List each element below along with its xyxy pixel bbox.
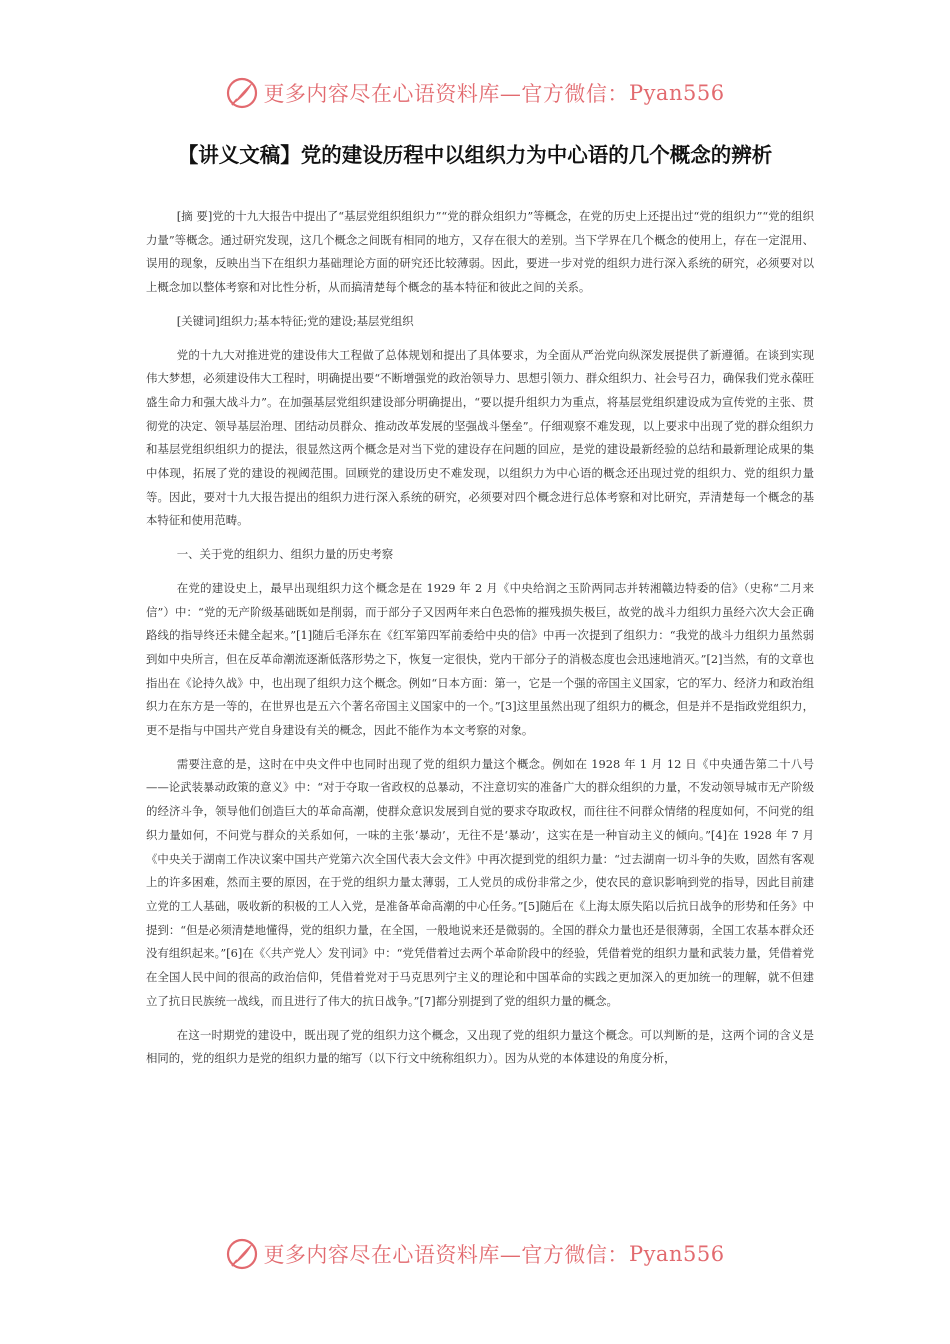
body-paragraph: 需要注意的是，这时在中央文件中也同时出现了党的组织力量这个概念。例如在 1928 年 1 月 12 日《中央通告第二十八号——论武装暴动政策的意义》中：“对于夺取一省政权的总暴动，不注意切实的准备广大的群众组织的力量，不发动领导城市无产阶级的经济斗争，领导他们创造巨大的革命高潮，使群众意识发展到自觉的要求夺取政权，而往往不问群众情绪的程度如何，不问党的组织力量如何，不问党与群众的关系如何，一味的主张‘暴动’，无往不是‘暴动’，这实在是一种盲动主义的倾向。”[4]在 1928 年 7 月《中央关于湖南工作决议案中国共产党第六次全国代表大会文件》中再次提到党的组织力量：“过去湖南一切斗争的失败，固然有客观上的许多困难，然而主要的原因，在于党的组织力量太薄弱，工人党员的成份非常之少，使农民的意识影响到党的指导，因此目前建立党的工人基础，吸收新的积极的工人入党，是准备革命高潮的中心任务。”[5]随后在《上海太原失陷以后抗日战争的形势和任务》中提到：“但是必须清楚地懂得，党的组织力量，在全国，一般地说来还是微弱的。全国的群众力量也还是很薄弱，全国工农基本群众还没有组织起来。”[6]在《〈共产党人〉发刊词》中：“党凭借着过去两个革命阶段中的经验，凭借着党的组织力量和武装力量，凭借着党在全国人民中间的很高的政治信仰，凭借着党对于马克思列宁主义的理论和中国革命的实践之更加深入的更加统一的理解，就不但建立了抗日民族统一战线，而且进行了伟大的抗日战争。”[7]都分别提到了党的组织力量的概念。 bbox=[146, 756, 814, 1008]
banner-text: 更多内容尽在心语资料库—官方微信： bbox=[263, 1243, 629, 1267]
feather-logo-icon bbox=[225, 76, 259, 110]
header-watermark-banner bbox=[0, 73, 950, 113]
banner-wechat-id: Pyan556 bbox=[628, 1242, 725, 1266]
body-paragraph: 党的十九大对推进党的建设伟大工程做了总体规划和提出了具体要求，为全面从严治党向纵深发展提供了新遵循。在谈到实现伟大梦想，必须建设伟大工程时，明确提出要“不断增强党的政治领导力、思想引领力、群众组织力、社会号召力，确保我们党永葆旺盛生命力和强大战斗力”。在加强基层党组织建设部分明确提出，“要以提升组织力为重点，将基层党组织建设成为宣传党的主张、贯彻党的决定、领导基层治理、团结动员群众、推动改革发展的坚强战斗堡垒”。仔细观察不难发现，以上要求中出现了党的群众组织力和基层党组织组织力的提法，很显然这两个概念是对当下党的建设存在问题的回应，是党的建设最新经验的总结和最新理论成果的集中体现，拓展了党的建设的视阈范围。回顾党的建设历史不难发现，以组织力为中心语的概念还出现过党的组织力、党的组织力量等。因此，要对十九大报告提出的组织力进行深入系统的研究，必须要对四个概念进行总体考察和对比研究，弄清楚每一个概念的基本特征和使用范畴。 bbox=[146, 347, 814, 528]
body-paragraph: 在党的建设史上，最早出现组织力这个概念是在 1929 年 2 月《中央给润之玉阶两同志并转湘赣边特委的信》（史称“二月来信”）中：“党的无产阶级基础既如是削弱，而于部分子又因两年来白色恐怖的摧残损失极巨，故党的战斗力组织力虽经六次大会正确路线的指导终还未健全起来。”[1]随后毛泽东在《红军第四军前委给中央的信》中再一次提到了组织力：“我党的战斗力组织力虽然弱到如中央所言，但在反革命潮流逐渐低落形势之下，恢复一定很快，党内干部分子的消极态度也会迅速地消灭。”[2]当然，有的文章也指出在《论持久战》中，也出现了组织力这个概念。例如“日本方面：第一，它是一个强的帝国主义国家，它的军力、经济力和政治组织力在东方是一等的，在世界也是五六个著名帝国主义国家中的一个。”[3]这里虽然出现了组织力的概念，但是并不是指政党组织力，更不是指与中国共产党自身建设有关的概念，因此不能作为本文考察的对象。 bbox=[146, 580, 814, 738]
section-heading: 一、关于党的组织力、组织力量的历史考察 bbox=[176, 547, 394, 562]
banner-wechat-id: Pyan556 bbox=[628, 81, 725, 105]
body-paragraph: 在这一时期党的建设中，既出现了党的组织力这个概念，又出现了党的组织力量这个概念。可以判断的是，这两个词的含义是相同的，党的组织力是党的组织力量的缩写（以下行文中统称组织力）。因为从党的本体建设的角度分析， bbox=[146, 1027, 814, 1066]
document-body bbox=[146, 205, 814, 1081]
feather-logo-icon bbox=[225, 1237, 259, 1271]
keywords-paragraph: [关键词]组织力;基本特征;党的建设;基层党组织 bbox=[176, 313, 414, 328]
document-title: 【讲义文稿】党的建设历程中以组织力为中心语的几个概念的辨析 bbox=[177, 143, 773, 167]
abstract-paragraph: [摘 要]党的十九大报告中提出了“基层党组织组织力”“党的群众组织力”等概念，在党的历史上还提出过“党的组织力”“党的组织力量”等概念。通过研究发现，这几个概念之间既有相同的地方，又存在很大的差别。当下学界在几个概念的使用上，存在一定混用、误用的现象，反映出当下在组织力基础理论方面的研究还比较薄弱。因此，要进一步对党的组织力进行深入系统的研究，必须要对以上概念加以整体考察和对比性分析，从而搞清楚每个概念的基本特征和彼此之间的关系。 bbox=[146, 209, 814, 295]
banner-text: 更多内容尽在心语资料库—官方微信： bbox=[263, 82, 629, 106]
footer-watermark-banner bbox=[0, 1234, 950, 1274]
